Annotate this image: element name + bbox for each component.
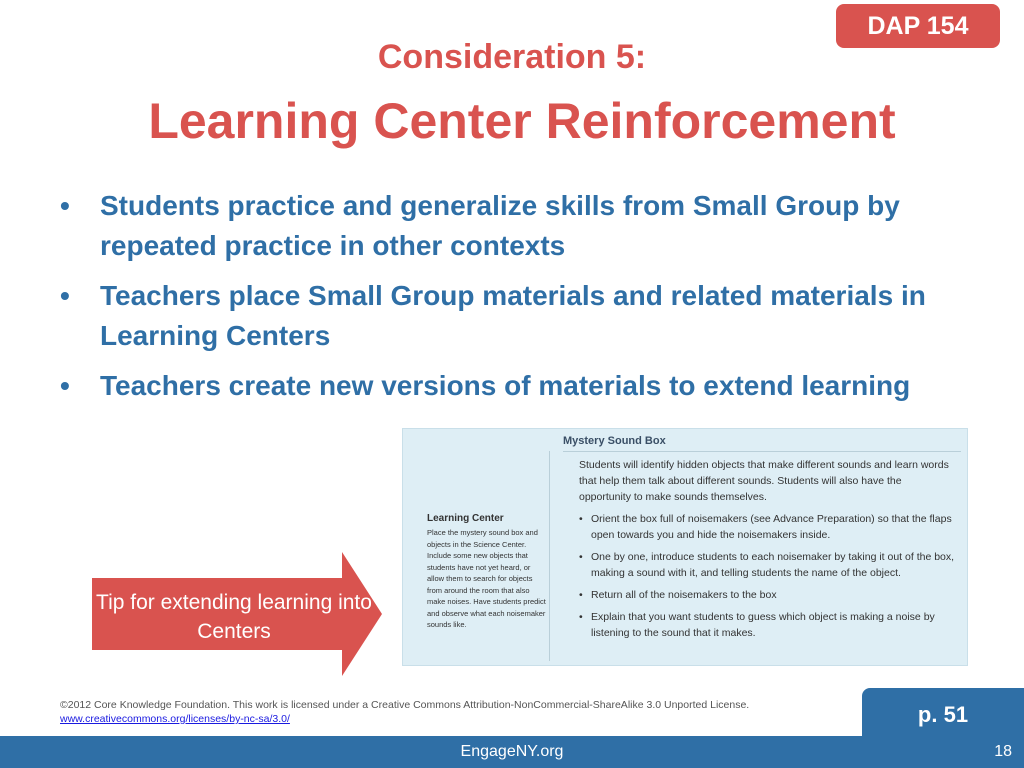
- footer-site-name: EngageNY.org: [460, 743, 564, 760]
- bullet-dot-icon: •: [60, 370, 70, 401]
- license-notice: [60, 698, 860, 726]
- footer-bar: [0, 736, 1024, 768]
- slide-title-line-1: Consideration 5:: [377, 38, 647, 76]
- dap-badge: DAP 154: [836, 4, 1000, 48]
- bullet-dot-icon: •: [60, 280, 70, 311]
- figure-step-item: • One by one, introduce students to each noisemaker by taking it out of the box, making a sound with it, and telling students the name of the object.: [579, 549, 955, 581]
- callout-text: Tip for extending learning into Centers: [96, 591, 372, 643]
- figure-title-rule: [563, 451, 961, 452]
- bullet-item: [60, 276, 960, 356]
- bullet-list: [60, 186, 960, 416]
- activity-excerpt-figure: [402, 428, 968, 666]
- slide-title-line-2: Learning Center Reinforcement: [148, 93, 896, 149]
- figure-step-item: • Explain that you want students to guess which object is making a noise by listening to the sound that it makes.: [579, 609, 955, 641]
- page-reference-badge: p. 51: [862, 688, 1024, 742]
- bullet-dot-icon: •: [60, 190, 70, 221]
- bullet-text: Teachers place Small Group materials and related materials in Learning Centers: [100, 280, 926, 351]
- figure-intro-text: Students will identify hidden objects that make different sounds and learn words that help them talk about different sounds. Students will also have the opportunity to make sounds themselves.: [579, 459, 949, 503]
- license-text: ©2012 Core Knowledge Foundation. This work is licensed under a Creative Commons Attribution-NonCommercial-ShareAlike 3.0 Unported License.: [60, 699, 750, 711]
- figure-step-list: [579, 511, 955, 647]
- figure-column-divider: [549, 451, 550, 661]
- figure-step-item: • Return all of the noisemakers to the box: [579, 587, 955, 603]
- bullet-text: Students practice and generalize skills from Small Group by repeated practice in other contexts: [100, 190, 900, 261]
- learning-center-text: Place the mystery sound box and objects in the Science Center. Include some new objects that students have not yet heard, or allow them to search for objects from around the room that also make noises. Have students predict and observe what each noisemaker sounds like.: [427, 528, 546, 629]
- slide-number: 18: [994, 743, 1012, 760]
- bullet-text: Teachers create new versions of materials to extend learning: [100, 370, 911, 401]
- bullet-item: [60, 186, 960, 266]
- figure-step-item: • Orient the box full of noisemakers (see Advance Preparation) so that the flaps open towards you and hide the noisemakers inside.: [579, 511, 955, 543]
- learning-center-heading: Learning Center: [427, 513, 504, 524]
- license-link[interactable]: www.creativecommons.org/licenses/by-nc-sa/3.0/: [60, 713, 290, 725]
- figure-title: Mystery Sound Box: [563, 435, 666, 447]
- bullet-item: [60, 366, 960, 406]
